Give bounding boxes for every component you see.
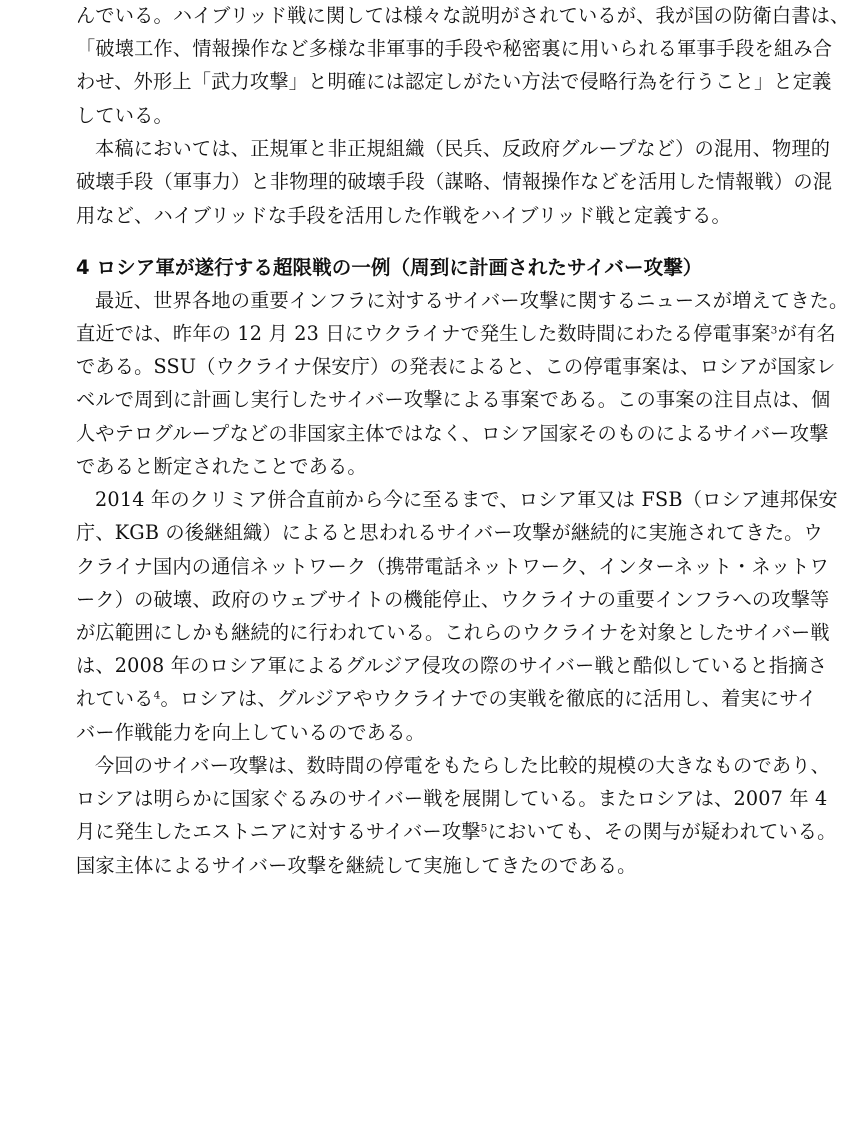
body-text-line: ーク）の破壊、政府のウェブサイトの機能停止、ウクライナの重要インフラへの攻撃等	[76, 588, 830, 611]
body-text-line: んでいる。ハイブリッド戦に関しては様々な説明がされているが、我が国の防衛白書は、	[76, 4, 850, 27]
footnote-ref[interactable]: 4	[153, 689, 161, 702]
body-text-line: であると断定されたことである。	[76, 455, 367, 478]
footnote-ref[interactable]: 5	[480, 822, 488, 835]
body-text-line: 本稿においては、正規軍と非正規組織（民兵、反政府グループなど）の混用、物理的	[95, 137, 831, 160]
body-text-line: 最近、世界各地の重要インフラに対するサイバー攻撃に関するニュースが増えてきた。	[95, 289, 849, 312]
body-text-line: は、2008 年のロシア軍によるグルジア侵攻の際のサイバー戦と酷似していると指摘さ	[76, 654, 828, 677]
body-text-line: である。SSU（ウクライナ保安庁）の発表によると、この停電事案は、ロシアが国家レ	[76, 355, 836, 378]
body-text-line: 庁、KGB の後継組織）によると思われるサイバー攻撃が継続的に実施されてきた。ウ	[76, 521, 823, 544]
body-text-line: している。	[76, 104, 173, 127]
footnote-ref[interactable]: 3	[770, 324, 778, 337]
body-text-line: 破壊手段（軍事力）と非物理的破壊手段（謀略、情報操作などを活用した情報戦）の混	[76, 170, 833, 193]
body-text-line: 2014 年のクリミア併合直前から今に至るまで、ロシア軍又は FSB（ロシア連邦保安	[95, 488, 838, 511]
body-text-line: バー作戦能力を向上しているのである。	[76, 721, 425, 744]
body-text-line: 用など、ハイブリッドな手段を活用した作戦をハイブリッド戦と定義する。	[76, 204, 731, 227]
body-text-line: 直近では、昨年の 12 月 23 日にウクライナで発生した数時間にわたる停電事案$^3$が有名	[76, 322, 836, 345]
body-text-line: れている$^4$。ロシアは、グルジアやウクライナでの実戦を徹底的に活用し、着実にサイ	[76, 687, 817, 710]
body-text-line: 人やテログループなどの非国家主体ではなく、ロシア国家そのものによるサイバー攻撃	[76, 422, 829, 445]
body-text-line: 今回のサイバー攻撃は、数時間の停電をもたらした比較的規模の大きなものであり、	[95, 754, 830, 777]
body-text-line: クライナ国内の通信ネットワーク（携帯電話ネットワーク、インターネット・ネットワ	[76, 555, 830, 578]
body-text-line: 月に発生したエストニアに対するサイバー攻撃$^5$においても、その関与が疑われている。	[76, 820, 837, 843]
body-text-line: 「破壊工作、情報操作など多様な非軍事的手段や秘密裏に用いられる軍事手段を組み合	[76, 37, 833, 60]
body-text-line: 国家主体によるサイバー攻撃を継続して実施してきたのである。	[76, 854, 637, 877]
body-text-line: わせ、外形上「武力攻撃」と明確には認定しがたい方法で侵略行為を行うこと」と定義	[76, 70, 832, 93]
section-heading: 4 ロシア軍が遂行する超限戦の一例（周到に計画されたサイバー攻撃）	[76, 256, 703, 279]
body-text-line: が広範囲にしかも継続的に行われている。これらのウクライナを対象としたサイバー戦	[76, 621, 830, 644]
body-text-line: ベルで周到に計画し実行したサイバー攻撃による事案である。この事案の注目点は、個	[76, 388, 831, 411]
body-text-line: ロシアは明らかに国家ぐるみのサイバー戦を展開している。またロシアは、2007 年 4	[76, 787, 828, 810]
